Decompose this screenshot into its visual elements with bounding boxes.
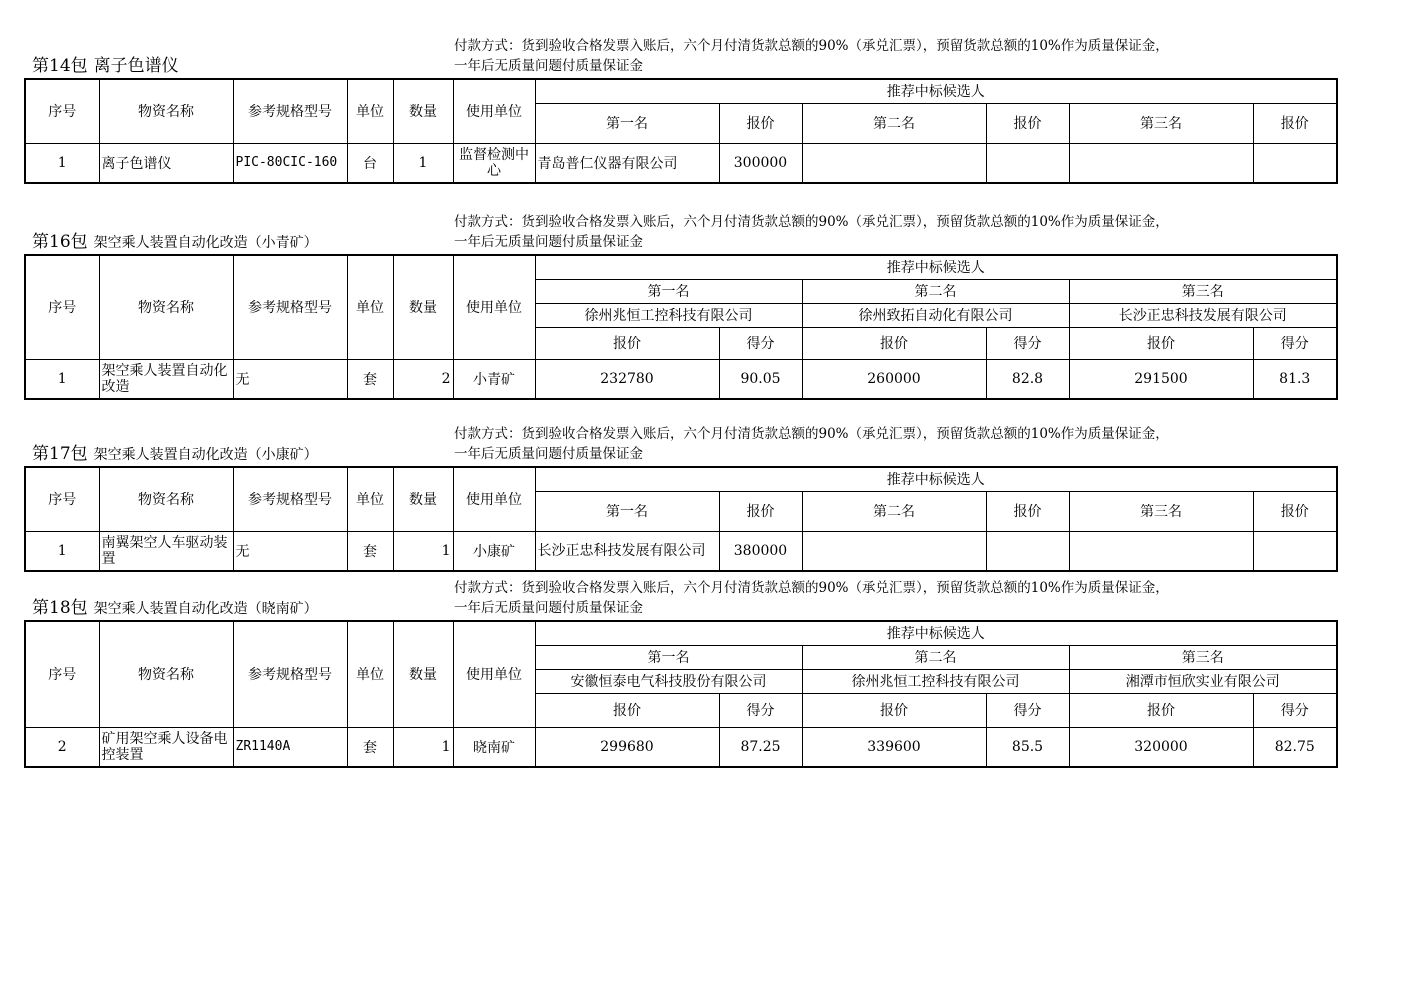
package-name: 架空乘人装置自动化改造（小青矿） [93, 235, 318, 251]
header-first: 第一名 [535, 103, 719, 143]
package-title [32, 593, 318, 618]
cell-second-score: 82.8 [986, 359, 1069, 399]
cell-third-score: 82.75 [1253, 727, 1337, 767]
header-user: 使用单位 [453, 467, 535, 531]
table-row [25, 359, 1337, 399]
table-row [25, 727, 1337, 767]
package-table [24, 466, 1338, 572]
header-name: 物资名称 [99, 621, 233, 727]
cell-second-price [986, 143, 1069, 183]
package-header [24, 212, 1336, 252]
header-price: 报价 [535, 693, 719, 727]
cell-first-company: 长沙正忠科技发展有限公司 [535, 531, 719, 571]
cell-first-price: 380000 [719, 531, 802, 571]
package-title [32, 439, 318, 464]
header-spec: 参考规格型号 [233, 467, 347, 531]
header-first: 第一名 [535, 645, 802, 669]
header-price: 报价 [986, 491, 1069, 531]
cell-qty: 2 [393, 359, 453, 399]
header-third: 第三名 [1069, 279, 1337, 303]
cell-second-price [986, 531, 1069, 571]
package-number: 第17包 [32, 444, 88, 464]
cell-spec: 无 [233, 531, 347, 571]
payment-note: 付款方式：货到验收合格发票入账后，六个月付清货款总额的90%（承兑汇票），预留货款总额的10%作为质量保证金， 一年后无质量问题付质量保证金 [454, 426, 1169, 462]
header-price: 报价 [802, 693, 986, 727]
header-third: 第三名 [1069, 103, 1253, 143]
package-header [24, 578, 1336, 618]
cell-user: 监督检测中心 [453, 143, 535, 183]
header-second: 第二名 [802, 491, 986, 531]
header-candidates: 推荐中标候选人 [535, 255, 1337, 279]
cell-third-price [1253, 531, 1337, 571]
cell-user: 小青矿 [453, 359, 535, 399]
header-score: 得分 [1253, 327, 1337, 359]
cell-third-price [1253, 143, 1337, 183]
cell-spec: ZR1140A [233, 727, 347, 767]
cell-first-company: 青岛普仁仪器有限公司 [535, 143, 719, 183]
header-unit: 单位 [347, 621, 393, 727]
cell-unit: 套 [347, 359, 393, 399]
cell-unit: 台 [347, 143, 393, 183]
header-qty: 数量 [393, 79, 453, 143]
package-title [32, 51, 179, 76]
cell-third-score: 81.3 [1253, 359, 1337, 399]
cell-third-price: 291500 [1069, 359, 1253, 399]
cell-name: 南翼架空人车驱动装置 [99, 531, 233, 571]
header-user: 使用单位 [453, 255, 535, 359]
payment-note: 付款方式：货到验收合格发票入账后，六个月付清货款总额的90%（承兑汇票），预留货款总额的10%作为质量保证金， 一年后无质量问题付质量保证金 [454, 38, 1169, 74]
header-candidates: 推荐中标候选人 [535, 467, 1337, 491]
header-price: 报价 [802, 327, 986, 359]
cell-first-score: 90.05 [719, 359, 802, 399]
header-score: 得分 [1253, 693, 1337, 727]
header-candidates: 推荐中标候选人 [535, 79, 1337, 103]
header-seq: 序号 [25, 79, 99, 143]
header-price: 报价 [719, 103, 802, 143]
header-name: 物资名称 [99, 467, 233, 531]
second-company: 徐州致拓自动化有限公司 [802, 303, 1069, 327]
package-header [24, 424, 1336, 464]
package-table [24, 78, 1338, 184]
header-candidates: 推荐中标候选人 [535, 621, 1337, 645]
header-qty: 数量 [393, 621, 453, 727]
header-score: 得分 [719, 693, 802, 727]
package-title [32, 227, 318, 252]
third-company: 湘潭市恒欣实业有限公司 [1069, 669, 1337, 693]
header-second: 第二名 [802, 279, 1069, 303]
header-third: 第三名 [1069, 645, 1337, 669]
payment-note: 付款方式：货到验收合格发票入账后，六个月付清货款总额的90%（承兑汇票），预留货款总额的10%作为质量保证金， 一年后无质量问题付质量保证金 [454, 214, 1169, 250]
header-name: 物资名称 [99, 79, 233, 143]
payment-note: 付款方式：货到验收合格发票入账后，六个月付清货款总额的90%（承兑汇票），预留货款总额的10%作为质量保证金， 一年后无质量问题付质量保证金 [454, 580, 1169, 616]
cell-name: 架空乘人装置自动化改造 [99, 359, 233, 399]
header-third: 第三名 [1069, 491, 1253, 531]
package-name: 离子色谱仪 [93, 56, 179, 76]
table-row [25, 143, 1337, 183]
header-spec: 参考规格型号 [233, 621, 347, 727]
second-company: 徐州兆恒工控科技有限公司 [802, 669, 1069, 693]
header-score: 得分 [986, 327, 1069, 359]
cell-unit: 套 [347, 727, 393, 767]
header-spec: 参考规格型号 [233, 79, 347, 143]
header-first: 第一名 [535, 491, 719, 531]
cell-user: 晓南矿 [453, 727, 535, 767]
header-price: 报价 [986, 103, 1069, 143]
header-user: 使用单位 [453, 79, 535, 143]
package-name: 架空乘人装置自动化改造（小康矿） [93, 447, 318, 463]
header-price: 报价 [535, 327, 719, 359]
cell-first-price: 299680 [535, 727, 719, 767]
header-unit: 单位 [347, 255, 393, 359]
cell-second-company [802, 143, 986, 183]
package-number: 第16包 [32, 232, 88, 252]
header-qty: 数量 [393, 255, 453, 359]
cell-qty: 1 [393, 143, 453, 183]
header-price: 报价 [1069, 693, 1253, 727]
package-header [24, 36, 1336, 76]
header-seq: 序号 [25, 621, 99, 727]
cell-first-price: 232780 [535, 359, 719, 399]
first-company: 安徽恒泰电气科技股份有限公司 [535, 669, 802, 693]
cell-name: 矿用架空乘人设备电控装置 [99, 727, 233, 767]
header-name: 物资名称 [99, 255, 233, 359]
header-price: 报价 [1069, 327, 1253, 359]
cell-name: 离子色谱仪 [99, 143, 233, 183]
cell-user: 小康矿 [453, 531, 535, 571]
cell-third-company [1069, 143, 1253, 183]
header-seq: 序号 [25, 467, 99, 531]
cell-spec: PIC-80CIC-160 [233, 143, 347, 183]
cell-seq: 1 [25, 531, 99, 571]
header-price: 报价 [1253, 103, 1337, 143]
header-score: 得分 [986, 693, 1069, 727]
package-number: 第18包 [32, 598, 88, 618]
cell-seq: 1 [25, 359, 99, 399]
first-company: 徐州兆恒工控科技有限公司 [535, 303, 802, 327]
table-row [25, 531, 1337, 571]
cell-unit: 套 [347, 531, 393, 571]
cell-qty: 1 [393, 531, 453, 571]
cell-spec: 无 [233, 359, 347, 399]
header-price: 报价 [1253, 491, 1337, 531]
header-spec: 参考规格型号 [233, 255, 347, 359]
cell-second-score: 85.5 [986, 727, 1069, 767]
package-table [24, 254, 1338, 400]
header-second: 第二名 [802, 103, 986, 143]
header-score: 得分 [719, 327, 802, 359]
cell-seq: 2 [25, 727, 99, 767]
package-table [24, 620, 1338, 768]
header-unit: 单位 [347, 467, 393, 531]
cell-third-company [1069, 531, 1253, 571]
header-second: 第二名 [802, 645, 1069, 669]
header-seq: 序号 [25, 255, 99, 359]
cell-third-price: 320000 [1069, 727, 1253, 767]
header-price: 报价 [719, 491, 802, 531]
cell-second-price: 260000 [802, 359, 986, 399]
cell-seq: 1 [25, 143, 99, 183]
cell-first-price: 300000 [719, 143, 802, 183]
header-user: 使用单位 [453, 621, 535, 727]
cell-first-score: 87.25 [719, 727, 802, 767]
header-first: 第一名 [535, 279, 802, 303]
third-company: 长沙正忠科技发展有限公司 [1069, 303, 1337, 327]
header-qty: 数量 [393, 467, 453, 531]
cell-second-company [802, 531, 986, 571]
cell-qty: 1 [393, 727, 453, 767]
package-number: 第14包 [32, 56, 88, 76]
package-name: 架空乘人装置自动化改造（晓南矿） [93, 601, 318, 617]
header-unit: 单位 [347, 79, 393, 143]
cell-second-price: 339600 [802, 727, 986, 767]
